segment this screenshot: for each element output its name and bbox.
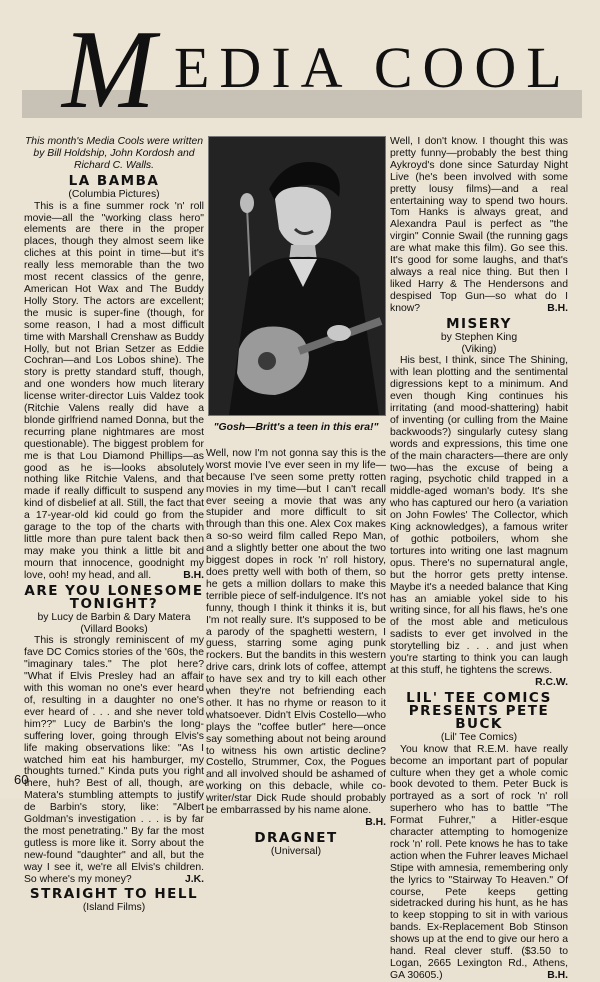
review-initials: J.K. xyxy=(184,873,204,885)
review-title: MISERY xyxy=(446,315,512,332)
review-body: Well, I don't know. I thought this was pretty funny—probably the best thing Aykroyd's done since Saturday Night Live (he's been involved with some pretty lousy films)—and a real entertaining way to spend two hours. Tom Hanks is always great, and Alexandra Paul is perfect as "the virgin" Connie Swail (the running gags are what make this film). Go see this. It's good for some laughs, and that's always a real nice thing. But then I liked Harry & The Hendersons and despised Top Gun—so what do I know? B.H. xyxy=(390,136,568,314)
review-body: Well, now I'm not gonna say this is the worst movie I've ever seen in my life—because I've seen some pretty rotten movies in my time—but I can't recall ever seeing a movie that was any stupider and more difficult to sit through than this one. Alex Cox makes a so-so weird film called Repo Man, and a slightly better one about the two biggest dopes in rock 'n' roll history, does pretty well with both of them, so he gets a million dollars to make this terrible piece of self-indulgence. It's not funny, though I think it thinks it is, but I'm not really sure. It's supposed to be a parody of the spaghetti western, I guess, starring some aging punk rockers. But the bandits in this western drive cars, drink lots of coffee, attempt to have sex and try to kill each other when they're not befriending each other. It has no rhyme or reason to it whatsoever. Didn't Elvis Costello—who plays the "coffee butler" here—once say something about not being around to witness his own artistic decline? Costello, Strummer, Cox, the Pogues and all involved should be ashamed of working on this debacle, while co-writer/star Dick Rude should probably be embarrassed by his name alone. B.H. xyxy=(206,447,386,828)
review-source: (Columbia Pictures) xyxy=(68,188,160,200)
review-body: This is strongly reminiscent of my fave DC Comics stories of the '60s, the "imaginary tales." The plot here? "What if Elvis Presley had an affair with this woman no one's ever heard of, resulting in a daughter no one's ever heard of . . . and she never told him??" Lucy de Barbin's the long-suffering lover, going through Elvis's life making observations like: "As I watched him eat his hamburger, my thoughts turned." Kinda puts you right there, huh? Best of all, though, are Matera's stumbling attempts to justify de Barbin's story, like: "Albert Goldman's investigation . . . is by far the most penetrating." By far the most gutless is more like it. Sorry about the new-found "daughter" and all, but the way I see it, we're all Elvis's children. So where's my money? J.K. xyxy=(24,635,204,885)
review-title: LA BAMBA xyxy=(68,172,160,189)
title-rest: EDIA COOL xyxy=(174,35,572,100)
review-title: LIL' TEE COMICS PRESENTS PETE BUCK xyxy=(406,689,552,732)
review-title: DRAGNET xyxy=(254,829,338,846)
photo-performer-icon xyxy=(209,137,385,415)
performer-photo xyxy=(208,136,386,416)
review-body: This is a fine summer rock 'n' roll movie—all the "working class hero" elements are there in the proper places, though they almost seem like cliches at this point in time—but it's really less memorable than the two most recent classics of the genre, American Hot Wax and The Buddy Holly Story. The actors are excellent; the music is super-fine (though, for some reason, I had a most difficult time with Marshall Crenshaw as Buddy Holly, but not Brian Setzer as Eddie Cochran—and Los Lobos shine). The story is pretty standard stuff, though, and one wonders how much literary license writer-director Luis Valdez took (Ritchie Valens really did have a blonde girlfriend named Donna, but the recurring plane nightmares are most questionable). The biggest problem for me is that Lou Diamond Phillips—as good as he is—looks absolutely nothing like Ritchie Valens, and that made if really difficult to suspend any kind of disbelief at all. Still, the fact that a 17-year-old kid could go from the garage to the top of the charts with little more than pure talent back then may make you think a little bit and mourn that innocence, goodnight my love, ooh! my head, and all. B.H. xyxy=(24,200,204,581)
review-initials: R.C.W. xyxy=(535,676,568,688)
review-title: STRAIGHT TO HELL xyxy=(29,886,199,903)
column-3 xyxy=(390,136,568,982)
review-initials: B.H. xyxy=(183,569,204,581)
review-author: by Stephen King xyxy=(440,331,518,343)
review-initials: B.H. xyxy=(547,969,568,981)
review-author: by Lucy de Barbin & Dary Matera xyxy=(37,611,191,623)
column-2 xyxy=(206,136,386,858)
page-number: 60 xyxy=(14,772,29,787)
review-initials: B.H. xyxy=(365,817,386,828)
review-body: His best, I think, since The Shining, with lean plotting and the sentimental digressions kept to a minimum. And even though King continues his irritating (and mood-shattering) habit of inventing (or culling from the Maine backwoods?) singularly cutesy slang words and expressions, this time one of the main characters—there are only two—has the excuse of being a raging, psychotic child trapped in a middle-aged woman's body. It's she who has captured our hero (a variation on John Fowles' The Collector, which King acknowledges), a famous writer of gothic potboilers, whom she tortures into writing one last magnum opus. There's no supernatural angle, but the horror gets pretty intense. Maybe it's a needed balance that King has an amiable yokel side to his writing since, for all his flaws, he's one of the most able and meticulous sadists to ever get involved in the storytelling biz . . . and just when you're starting to think you can laugh at this stuff, he tightens the screws. R.C.W. xyxy=(390,355,568,688)
review-source: (Villard Books) xyxy=(80,623,148,635)
credits: This month's Media Cools were written by Bill Holdship, John Kordosh and Richard C. Walls. xyxy=(24,136,204,171)
review-source: (Lil' Tee Comics) xyxy=(440,731,518,743)
review-body: You know that R.E.M. have really become an important part of popular culture when they get a whole comic book devoted to them. Peter Buck is portrayed as a sort of rock 'n' roll superhero who has to battle "The Format Fuhrer," a Hitler-esque character attempting to homogenize rock 'n' roll. Pete knows he has to take action when the Fuhrer leaves Michael Stipe with amnesia, remembering only the lyrics to "Stairway To Heaven." Of course, Pete keeps getting sidetracked during his hunt, as he has to keep stopping to sit in with various bands. Ex-Replacement Bob Stinson shows up at the end to give our hero a hand. Real clever stuff. ($3.50 to Logan, 2665 Lexington Rd., Athens, GA 30605.) B.H. xyxy=(390,743,568,981)
review-initials: B.H. xyxy=(547,302,568,314)
title-initial: M xyxy=(62,8,156,132)
review-source: (Viking) xyxy=(461,343,497,355)
review-source: (Universal) xyxy=(270,845,322,857)
review-source: (Island Films) xyxy=(82,902,146,914)
review-title: ARE YOU LONESOME TONIGHT? xyxy=(24,582,204,612)
photo-caption: "Gosh—Britt's a teen in this era!" xyxy=(213,422,379,433)
